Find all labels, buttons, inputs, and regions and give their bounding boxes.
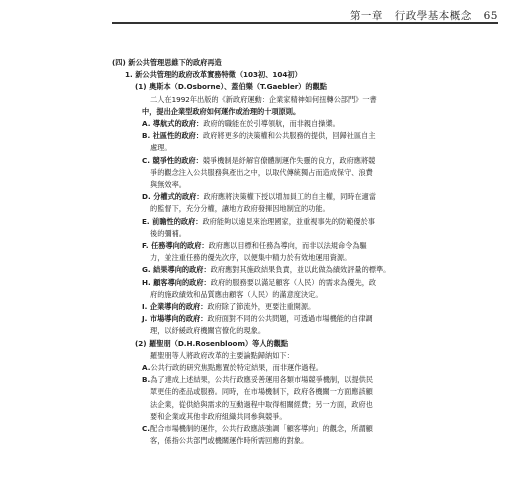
list-line <box>112 435 412 447</box>
running-header <box>342 8 498 23</box>
page-number: 65 <box>483 10 498 22</box>
list-item-text: 的監督下，充分分權，讓地方政府發揮因地制宜的功能。 <box>150 204 330 214</box>
list-item-label: I. 企業導向的政府： <box>142 302 208 312</box>
list-line <box>112 155 412 167</box>
list-item-text: 爭的觀念注入公共服務與產出之中，以取代傳統獨占而造成保守、浪費 <box>150 167 373 177</box>
subsubsection-heading: (2) 羅聖朋（D.H.Rosenbloom）等人的觀點 <box>135 338 289 348</box>
list-item-text: 客，係指公共部門或機關運作時所需回應的對象。 <box>150 436 309 446</box>
list-item-text: 政府的職能在於引導領航，而非親自操槳。 <box>203 119 340 129</box>
list-item-text: 要和企業或其他非政府組織共同參與競爭。 <box>150 411 287 421</box>
list-item-text: 後的彌補。 <box>150 228 186 238</box>
list-line <box>112 179 412 191</box>
list-line <box>112 313 412 325</box>
list-item-label: A. 導航式的政府： <box>142 119 204 129</box>
chapter-title: 行政學基本概念 <box>394 10 472 22</box>
list-line <box>112 252 412 264</box>
list-line <box>112 423 412 435</box>
chapter-label: 第一章 <box>349 10 383 22</box>
list-item-text: 力，並注重任務的優先次序，以便集中精力於有效地運用資源。 <box>150 253 352 263</box>
list-item-label: C. <box>142 424 151 434</box>
list-line <box>112 386 412 398</box>
list-item-text: 政府的服務要以滿足顧客（人民）的需求為優先，政 <box>210 277 377 287</box>
list-item-label: H. 顧客導向的政府： <box>142 277 211 287</box>
list-line <box>112 374 412 386</box>
list-item-text: 眾更佳的產品或服務。同時，在市場機制下，政府各機關一方面應該顧 <box>150 387 373 397</box>
subsubsection-heading: (1) 奧斯本（D.Osborne）、蓋伯樂（T.Gaebler）的觀點 <box>135 82 327 92</box>
header-rule <box>112 22 498 24</box>
paragraph-line: 二人在1992年出版的《新政府運動：企業家精神如何扭轉公部門》一書 <box>150 94 377 104</box>
reform-points-list <box>112 362 412 447</box>
list-line <box>112 264 412 276</box>
subsection-heading: 1. 新公共管理的政府改革實務特徵（103初、104初） <box>125 70 302 80</box>
list-item-text: 政府應對其施政結果負責，並以此做為績效評量的標準。 <box>210 265 391 275</box>
list-line <box>112 301 412 313</box>
list-item-text: 為了達成上述結果，公共行政應妥善運用各類市場競爭機制，以提供民 <box>150 375 374 385</box>
body-text <box>112 57 412 448</box>
list-item-text: 府的施政績效和品質應由顧客（人民）的滿意度決定。 <box>150 289 323 299</box>
list-line <box>112 130 412 142</box>
list-item-text: 法企業，從供給與需求的互動過程中取得相關經費；另一方面，政府也 <box>150 399 373 409</box>
paragraph-line: 中，提出企業型政府如何運作或治理的十項原則。 <box>142 106 301 116</box>
list-item-text: 政府應以目標和任務為導向，而非以法規命令為驅 <box>208 241 367 251</box>
list-line <box>112 362 412 374</box>
list-item-text: 公共行政的研究焦點應置於特定結果，而非運作過程。 <box>150 363 323 373</box>
list-item-label: B. 社區性的政府： <box>142 131 204 141</box>
list-item-text: 配合市場機制的運作，公共行政應該強調「顧客導向」的觀念，所謂顧 <box>150 424 373 434</box>
principles-list <box>112 118 412 338</box>
list-item-text: 政府將更多的決策權和公共服務的提供，回歸社區自主 <box>203 131 376 141</box>
list-item-text: 政府應將決策權下授以增加員工的自主權，同時在適當 <box>203 192 377 202</box>
list-item-text: 競爭機制是紓解官僚體制運作失靈的良方，政府應將競 <box>202 155 376 165</box>
list-line <box>112 191 412 203</box>
list-item-text: 政府除了節流外，更要注重開源。 <box>207 302 316 312</box>
list-line <box>112 240 412 252</box>
list-item-label: E. 前瞻性的政府： <box>142 216 203 226</box>
list-line <box>112 289 412 301</box>
list-line <box>112 325 412 337</box>
list-line <box>112 167 412 179</box>
list-item-text: 政府面對不同的公共問題，可透過市場機能的自律調 <box>207 314 373 324</box>
list-line <box>112 277 412 289</box>
list-line <box>112 203 412 215</box>
list-item-label: B. <box>142 375 151 385</box>
list-item-text: 理，以紓緩政府機關官僚化的現象。 <box>150 326 266 336</box>
section-heading: (四) 新公共管理思維下的政府再造 <box>112 58 222 67</box>
list-line <box>112 399 412 411</box>
list-line <box>112 411 412 423</box>
list-item-label: D. 分權式的政府： <box>142 192 204 202</box>
paragraph-line: 羅聖朋等人將政府改革的主要論點歸納如下： <box>150 350 294 360</box>
list-item-text: 處理。 <box>150 143 172 153</box>
list-line <box>112 118 412 130</box>
list-line <box>112 142 412 154</box>
list-line <box>112 216 412 228</box>
list-item-label: J. 市場導向的政府： <box>142 314 208 324</box>
list-item-label: F. 任務導向的政府： <box>142 241 209 251</box>
list-item-label: G. 結果導向的政府： <box>142 265 211 275</box>
list-item-label: C. 競爭性的政府： <box>142 155 203 165</box>
list-item-label: A. <box>142 363 151 373</box>
list-item-text: 政府能夠以遠見來治理國家，並重視事先的防範優於事 <box>202 216 375 226</box>
list-item-text: 與無效率。 <box>150 180 186 190</box>
list-line <box>112 228 412 240</box>
